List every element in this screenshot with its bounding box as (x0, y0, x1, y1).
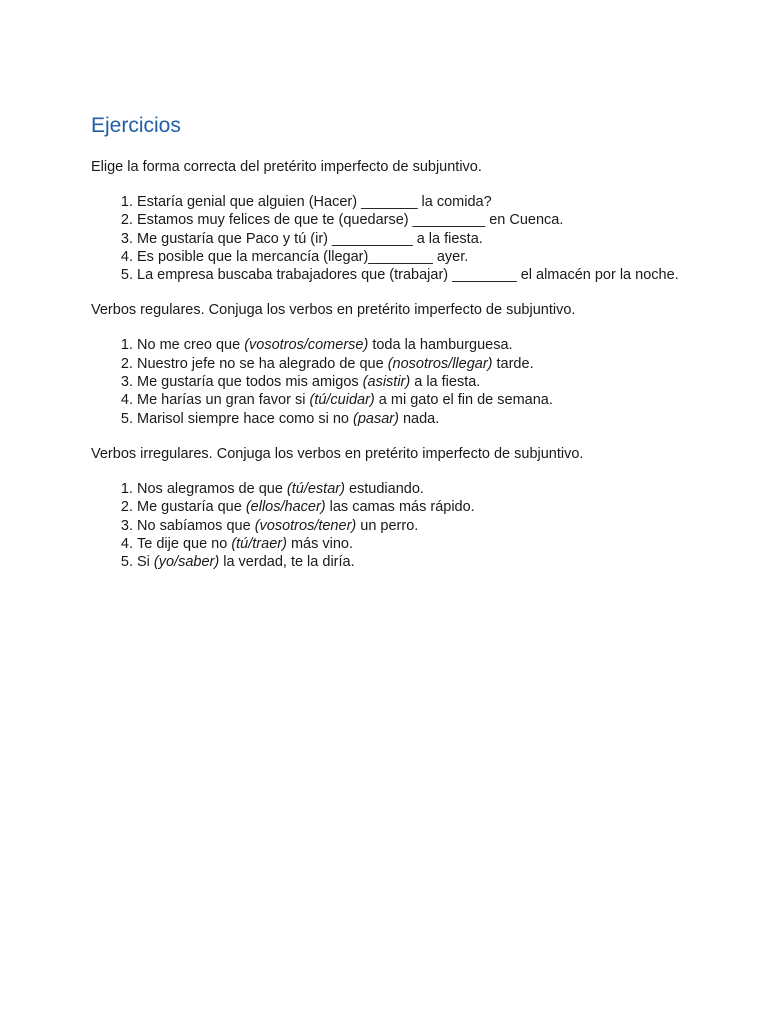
verb-prompt: (nosotros/llegar) (387, 355, 493, 372)
verb-prompt: (vosotros/comerse) (244, 337, 369, 354)
list-item: 4. Te dije que no (tú/traer) más vino. (137, 535, 681, 553)
section-2-instruction: Verbos regulares. Conjuga los verbos en pretérito imperfecto de subjuntivo. (91, 302, 576, 319)
list-item: 3. Me gustaría que todos mis amigos (asistir) a la fiesta. (137, 373, 681, 391)
list-item: 1. No me creo que (vosotros/comerse) toda la hamburguesa. (137, 336, 681, 354)
verb-prompt: (tú/estar) (286, 480, 345, 497)
list-item: 3. No sabíamos que (vosotros/tener) un perro. (137, 517, 681, 535)
document-content (91, 112, 681, 588)
list-item: 5. Si (yo/saber) la verdad, te la diría. (137, 553, 681, 571)
verb-prompt: (tú/cuidar) (309, 392, 375, 409)
list-item: 4. Me harías un gran favor si (tú/cuidar) a mi gato el fin de semana. (137, 391, 681, 409)
list-item: 1. Nos alegramos de que (tú/estar) estudiando. (137, 480, 681, 498)
list-item: 2. Estamos muy felices de que te (quedarse) _________ en Cuenca. (137, 211, 681, 229)
verb-prompt: (ellos/hacer) (245, 499, 326, 516)
list-item: 5. La empresa buscaba trabajadores que (trabajar) ________ el almacén por la noche. (137, 266, 681, 284)
list-item: 2. Me gustaría que (ellos/hacer) las camas más rápido. (137, 498, 681, 516)
verb-prompt: (pasar) (352, 410, 399, 427)
list-item: 4. Es posible que la mercancía (llegar)________ ayer. (137, 248, 681, 266)
list-item: 5. Marisol siempre hace como si no (pasar) nada. (137, 410, 681, 428)
list-item: 3. Me gustaría que Paco y tú (ir) __________ a la fiesta. (137, 230, 681, 248)
section-2-list (91, 336, 681, 427)
list-item: 1. Estaría genial que alguien (Hacer) _______ la comida? (137, 193, 681, 211)
verb-prompt: (tú/traer) (231, 535, 287, 552)
section-3-instruction: Verbos irregulares. Conjuga los verbos en pretérito imperfecto de subjuntivo. (91, 445, 584, 462)
verb-prompt: (yo/saber) (153, 554, 220, 571)
list-item: 2. Nuestro jefe no se ha alegrado de que (nosotros/llegar) tarde. (137, 355, 681, 373)
section-3-list (91, 480, 681, 571)
section-1-instruction: Elige la forma correcta del pretérito imperfecto de subjuntivo. (91, 159, 482, 175)
section-1-list (91, 193, 681, 284)
verb-prompt: (asistir) (362, 374, 411, 391)
page-title: Ejercicios (91, 114, 181, 137)
verb-prompt: (vosotros/tener) (254, 517, 357, 534)
